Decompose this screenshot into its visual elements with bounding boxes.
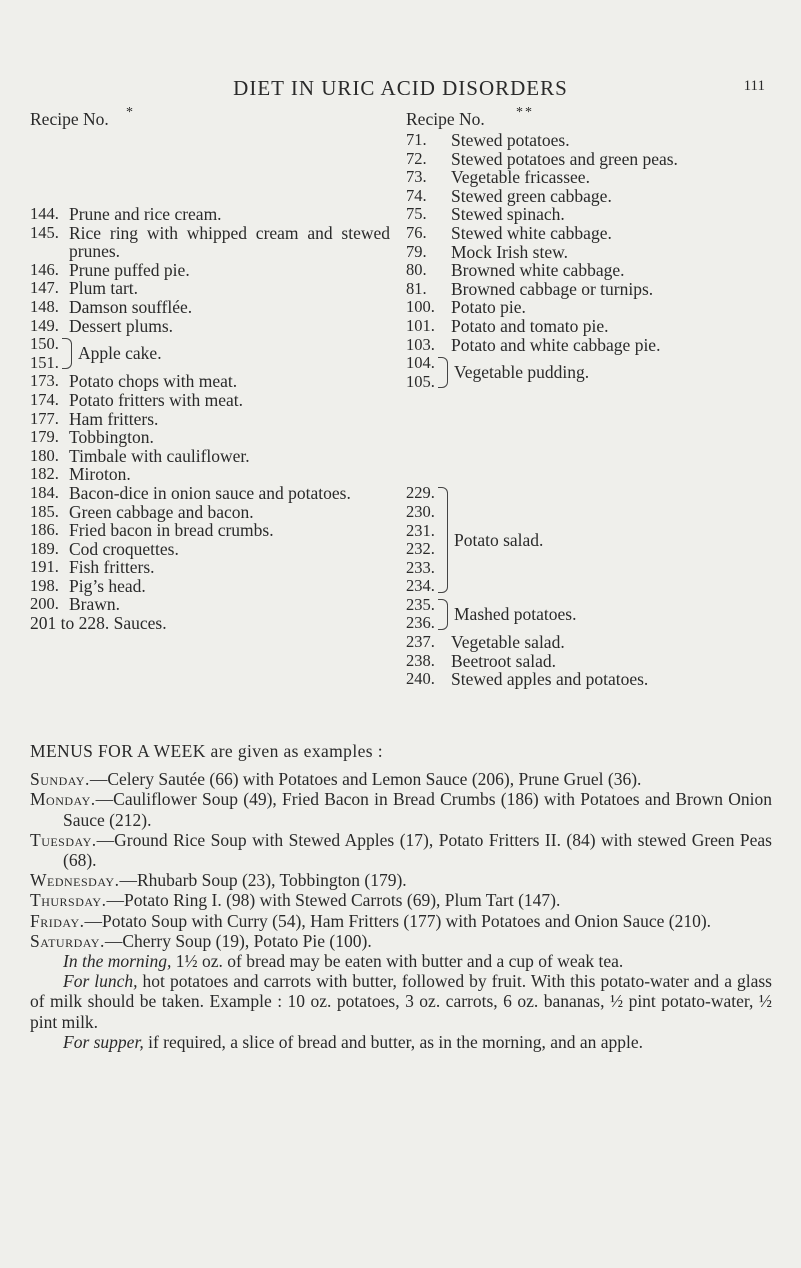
right-column-header	[406, 105, 776, 131]
menu-day: Friday.—Potato Soup with Curry (54), Ham Fritters (177) with Potatoes and Onion Sauce (210).	[30, 910, 712, 931]
recipe-item: 145. Rice ring with whipped cream and stewed prunes.	[30, 222, 390, 262]
recipe-group-apple-cake: 150. 151. Apple cake.	[30, 334, 162, 372]
recipe-item: 238. Beetroot salad.	[406, 650, 556, 671]
recipe-group-mashed: 235. 236. Mashed potatoes.	[406, 594, 577, 633]
menu-day: Monday.—Cauliflower Soup (49), Fried Bacon in Bread Crumbs (186) with Potatoes and Brown Onion Sauce (212).	[30, 789, 772, 830]
recipe-item: 186. Fried bacon in bread crumbs.	[30, 520, 274, 541]
recipe-item: 72. Stewed potatoes and green peas.	[406, 148, 678, 169]
recipe-item: 182. Miroton.	[30, 464, 131, 485]
menu-day: Thursday.—Potato Ring I. (98) with Stewed Carrots (69), Plum Tart (147).	[30, 890, 561, 911]
supper-paragraph: For supper, if required, a slice of bread and butter, as in the morning, and an apple.	[63, 1031, 644, 1052]
recipe-item: 71. Stewed potatoes.	[406, 130, 570, 150]
recipe-item: 146. Prune puffed pie.	[30, 259, 190, 280]
recipe-group-potato-salad: 229. 230. 231. 232. 233. 234. Potato salad.	[406, 483, 544, 596]
recipe-no-label: Recipe No.	[30, 109, 109, 129]
recipe-item: 180. Timbale with cauliflower.	[30, 445, 250, 466]
recipe-item: 73. Vegetable fricassee.	[406, 167, 590, 188]
recipe-item: 101. Potato and tomato pie.	[406, 315, 609, 336]
recipe-item: 74. Stewed green cabbage.	[406, 185, 612, 206]
recipe-item: 147. Plum tart.	[30, 278, 139, 299]
recipe-item: 103. Potato and white cabbage pie.	[406, 334, 661, 355]
lunch-paragraph: For lunch, hot potatoes and carrots with butter, followed by fruit. With this potato-water and a glass of milk should be taken. Example : 10 oz. potatoes, 3 oz. carrots, 6 oz. bananas, ½ pint potato-water, ½ pint milk.	[30, 971, 772, 1032]
sauces-range: 201 to 228. Sauces.	[30, 613, 167, 634]
recipe-list-left	[30, 105, 390, 634]
recipe-item: 200. Brawn.	[30, 594, 121, 615]
single-star-mark: *	[126, 105, 135, 120]
recipe-item: 184. Bacon-dice in onion sauce and potatoes.	[30, 482, 351, 503]
menu-day: Wednesday.—Rhubarb Soup (23), Tobbington (179).	[30, 870, 407, 891]
double-star-mark: **	[516, 105, 534, 120]
recipe-item: 144. Prune and rice cream.	[30, 204, 222, 224]
recipe-item: 177. Ham fritters.	[30, 408, 159, 429]
morning-paragraph: In the morning, 1½ oz. of bread may be eaten with butter and a cup of weak tea.	[63, 951, 624, 972]
recipe-item: 240. Stewed apples and potatoes.	[406, 669, 649, 690]
recipe-item: 173. Potato chops with meat.	[30, 371, 238, 392]
recipe-item: 100. Potato pie.	[406, 297, 526, 318]
left-column-header	[30, 105, 390, 131]
recipe-list-right	[406, 105, 776, 690]
menus-heading: MENUS FOR A WEEK are given as examples :	[30, 741, 383, 761]
brace-mark	[438, 599, 448, 630]
recipe-item: 75. Stewed spinach.	[406, 204, 565, 225]
menu-day: Sunday.—Celery Sautée (66) with Potatoes and Lemon Sauce (206), Prune Gruel (36).	[30, 769, 642, 790]
recipe-item: 81. Browned cabbage or turnips.	[406, 278, 654, 299]
recipe-item: 191. Fish fritters.	[30, 557, 155, 578]
recipe-group-pudding: 104. 105. Vegetable pudding.	[406, 353, 590, 391]
recipe-item: 76. Stewed white cabbage.	[406, 222, 612, 243]
brace-mark	[438, 357, 448, 388]
recipe-item: 185. Green cabbage and bacon.	[30, 501, 254, 522]
recipe-item: 148. Damson soufflée.	[30, 296, 193, 317]
menu-day: Saturday.—Cherry Soup (19), Potato Pie (100).	[30, 930, 372, 951]
brace-mark	[62, 338, 72, 369]
recipe-no-label: Recipe No.	[406, 109, 485, 129]
page-title: DIET IN URIC ACID DISORDERS	[233, 76, 568, 100]
recipe-item: 179. Tobbington.	[30, 427, 154, 448]
page-number: 111	[743, 78, 765, 94]
recipe-item: 237. Vegetable salad.	[406, 632, 565, 653]
recipe-item: 80. Browned white cabbage.	[406, 260, 625, 281]
recipe-item: 198. Pig’s head.	[30, 575, 146, 596]
recipe-item: 149. Dessert plums.	[30, 315, 174, 336]
weekly-menus	[30, 741, 772, 1052]
menu-day: Tuesday.—Ground Rice Soup with Stewed Apples (17), Potato Fritters II. (84) with stewed Green Peas (68).	[30, 829, 772, 871]
recipe-item: 189. Cod croquettes.	[30, 538, 179, 559]
recipe-item: 174. Potato fritters with meat.	[30, 389, 243, 410]
brace-mark	[438, 487, 448, 593]
recipe-item: 79. Mock Irish stew.	[406, 241, 568, 262]
